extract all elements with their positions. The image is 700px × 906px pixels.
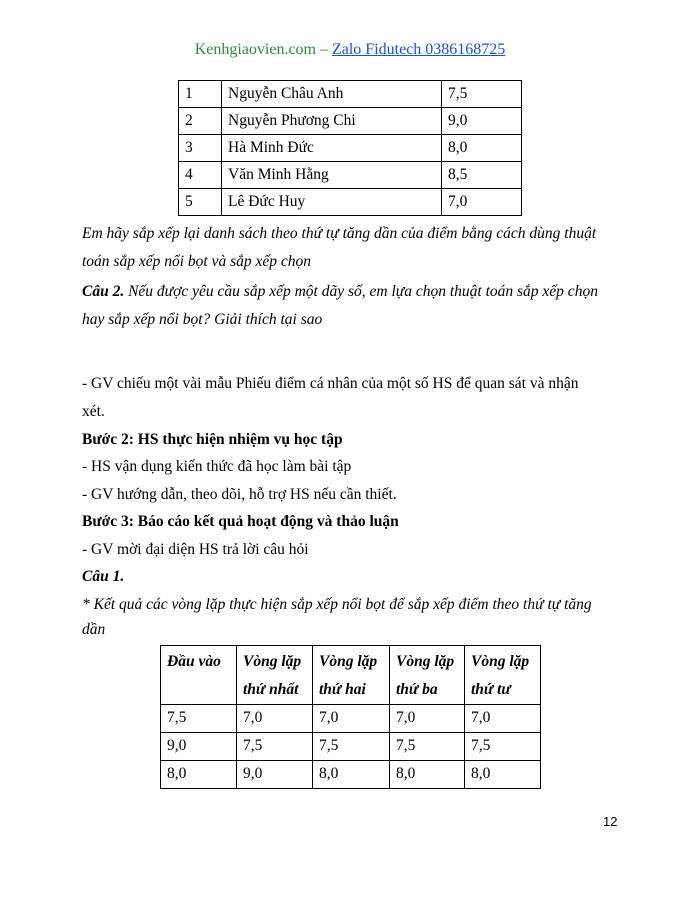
student-score: 8,5 — [442, 162, 522, 189]
table-cell: 9,0 — [161, 733, 237, 761]
step-3-item-1: - GV mời đại diện HS trả lời câu hỏi — [82, 541, 309, 558]
table-header-row — [161, 646, 541, 705]
step-2-item-1: - HS vận dụng kiến thức đã học làm bài tập — [82, 458, 352, 475]
table-cell: 7,0 — [465, 705, 541, 733]
header-input: Đầu vào — [161, 646, 237, 705]
question-2-line-2: hay sắp xếp nổi bọt? Giải thích tại sao — [82, 311, 323, 328]
student-name: Văn Minh Hằng — [222, 162, 442, 189]
table-cell: 7,5 — [313, 733, 390, 761]
gv-show-line-2: xét. — [82, 403, 105, 420]
question-2 — [82, 282, 618, 302]
page-number: 12 — [603, 814, 618, 829]
student-no: 3 — [179, 135, 222, 162]
header-separator: – — [315, 41, 332, 58]
table-row — [179, 162, 522, 189]
header-loop-4: Vòng lặp thứ tư — [465, 646, 541, 705]
header-loop-3: Vòng lặp thứ ba — [390, 646, 465, 705]
student-score: 7,0 — [442, 189, 522, 216]
table-cell: 8,0 — [161, 761, 237, 789]
table-cell: 7,5 — [390, 733, 465, 761]
table-cell: 7,5 — [161, 705, 237, 733]
student-score-table — [178, 80, 522, 216]
step-2-item-2: - GV hướng dẫn, theo dõi, hỗ trợ HS nếu cần thiết. — [82, 486, 397, 503]
bubble-sort-loop-table — [160, 645, 541, 789]
table-cell: 7,5 — [237, 733, 313, 761]
table-row — [179, 135, 522, 162]
student-no: 1 — [179, 81, 222, 108]
question-2-label: Câu 2. — [82, 283, 125, 300]
student-no: 4 — [179, 162, 222, 189]
task-line-1: Em hãy sắp xếp lại danh sách theo thứ tự tăng dần của điểm bằng cách dùng thuật — [82, 225, 597, 242]
table-cell: 8,0 — [465, 761, 541, 789]
table-row — [179, 108, 522, 135]
header-loop-2: Vòng lặp thứ hai — [313, 646, 390, 705]
zalo-link[interactable]: Zalo Fidutech 0386168725 — [331, 41, 506, 58]
table-row — [161, 733, 541, 761]
student-score: 9,0 — [442, 108, 522, 135]
table-cell: 9,0 — [237, 761, 313, 789]
student-score: 8,0 — [442, 135, 522, 162]
step-2-title: Bước 2: HS thực hiện nhiệm vụ học tập — [82, 431, 343, 448]
page-header — [0, 40, 700, 60]
student-no: 2 — [179, 108, 222, 135]
student-name: Hà Minh Đức — [222, 135, 442, 162]
question-2-text: Nếu được yêu cầu sắp xếp một dãy số, em lựa chọn thuật toán sắp xếp chọn — [124, 283, 598, 300]
site-name: Kenhgiaovien.com — [194, 41, 316, 58]
answer-1-line-1: * Kết quả các vòng lặp thực hiện sắp xếp nổi bọt để sắp xếp điểm theo thứ tự tăng — [82, 596, 592, 613]
table-cell: 7,0 — [390, 705, 465, 733]
header-loop-1: Vòng lặp thứ nhất — [237, 646, 313, 705]
table-cell: 7,5 — [465, 733, 541, 761]
student-name: Lê Đức Huy — [222, 189, 442, 216]
student-no: 5 — [179, 189, 222, 216]
table-row — [161, 705, 541, 733]
table-cell: 7,0 — [237, 705, 313, 733]
table-cell: 7,0 — [313, 705, 390, 733]
student-name: Nguyễn Châu Anh — [222, 81, 442, 108]
student-name: Nguyễn Phương Chi — [222, 108, 442, 135]
table-row — [179, 81, 522, 108]
table-cell: 8,0 — [313, 761, 390, 789]
answer-1-label: Câu 1. — [82, 568, 125, 585]
task-line-2: toán sắp xếp nổi bọt và sắp xếp chọn — [82, 253, 312, 270]
table-row — [179, 189, 522, 216]
table-cell: 8,0 — [390, 761, 465, 789]
student-score: 7,5 — [442, 81, 522, 108]
gv-show-line-1: - GV chiếu một vài mẫu Phiếu điểm cá nhân của một số HS để quan sát và nhận — [82, 375, 579, 392]
table-row — [161, 761, 541, 789]
answer-1-line-2: dần — [82, 621, 106, 638]
step-3-title: Bước 3: Báo cáo kết quả hoạt động và thảo luận — [82, 513, 399, 530]
